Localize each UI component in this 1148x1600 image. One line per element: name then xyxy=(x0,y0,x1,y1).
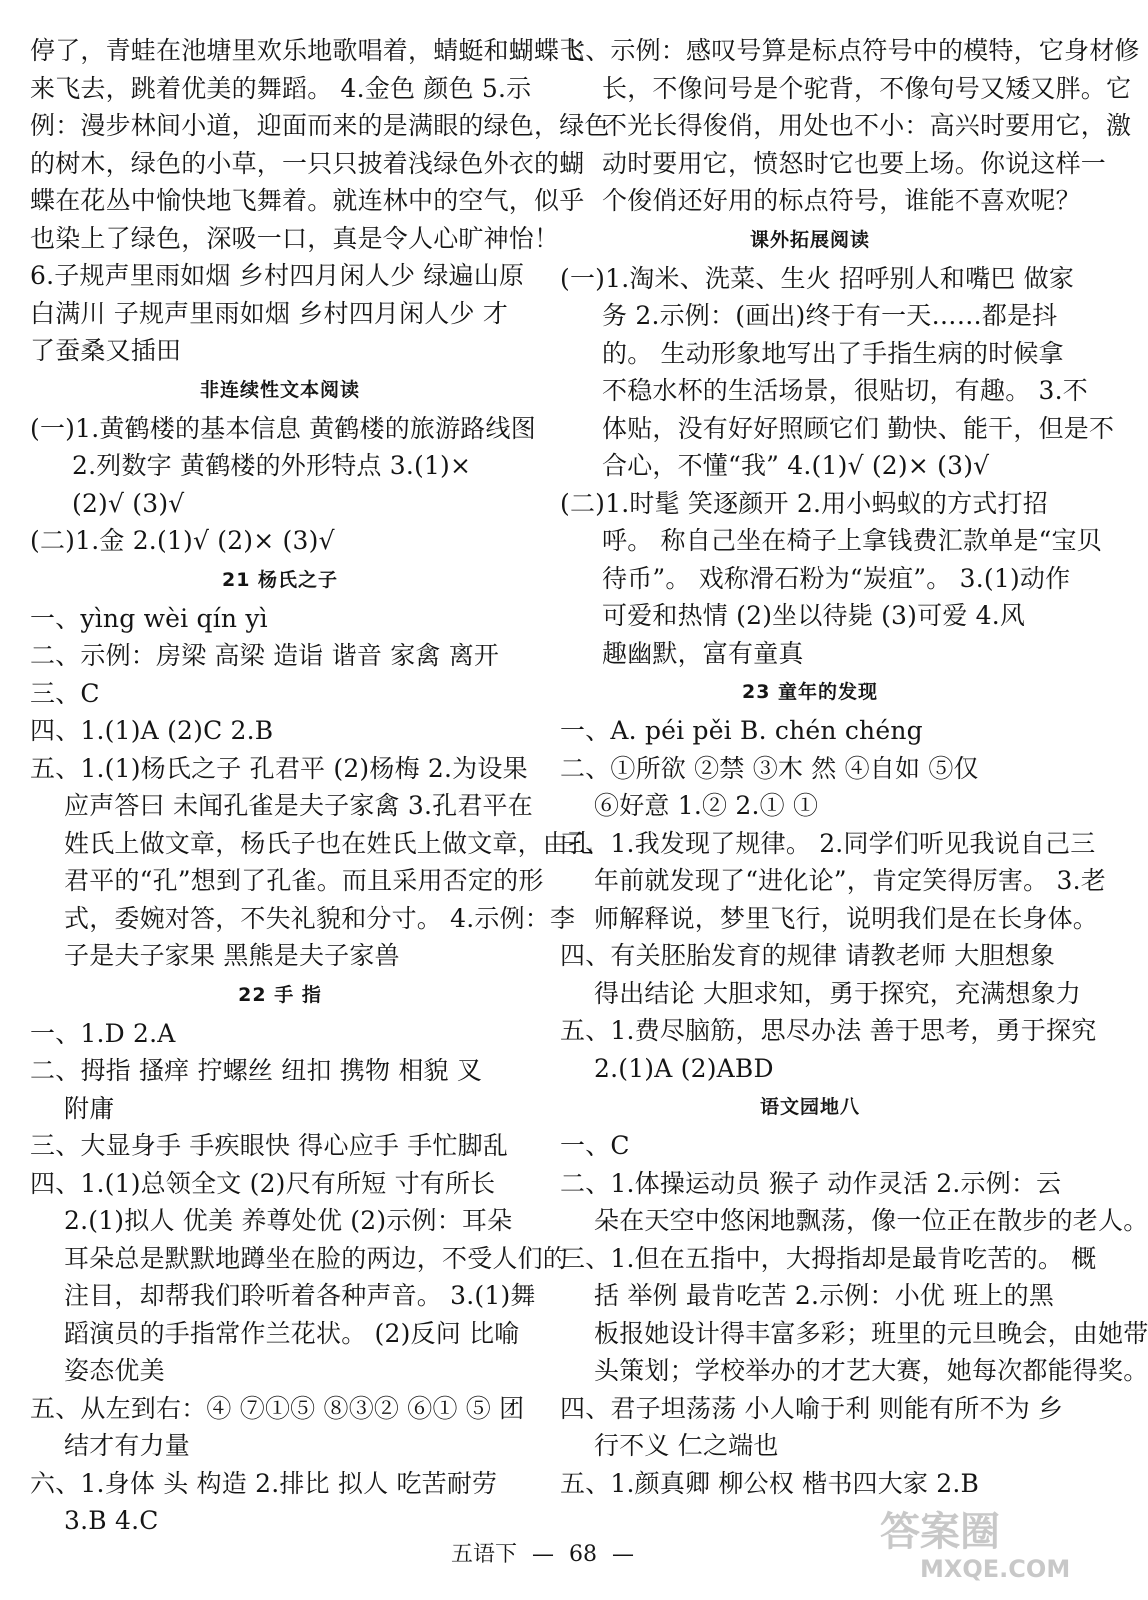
answer-line: 3.B 4.C xyxy=(64,1506,159,1535)
answer-line: 呼。 称自己坐在椅子上拿钱费汇款单是“宝贝 xyxy=(602,526,1102,555)
answer-line: (二)1.金 2.(1)√ (2)× (3)√ xyxy=(30,526,335,555)
section-heading: 课外拓展阅读 xyxy=(749,228,870,251)
answer-line: 二、1.体操运动员 猴子 动作灵活 2.示例：云 xyxy=(560,1168,1062,1198)
answer-line: (一)1.淘米、洗菜、生火 招呼别人和嘴巴 做家 xyxy=(560,263,1075,293)
answer-line: 的树木，绿色的小草，一只只披着浅绿色外衣的蝴 xyxy=(30,148,585,178)
answer-line: 年前就发现了“进化论”，肯定笑得厉害。 3.老 xyxy=(594,866,1106,895)
section-heading: 非连续性文本阅读 xyxy=(199,378,360,401)
answer-line: 来飞去，跳着优美的舞蹈。 4.金色 颜色 5.示 xyxy=(30,73,532,103)
answer-line: 一、A. péi pěi B. chén chéng xyxy=(560,716,923,745)
answer-line: 附庸 xyxy=(64,1093,115,1123)
answer-line: 二、①所欲 ②禁 ③木 然 ④自如 ⑤仅 xyxy=(560,753,979,783)
answer-line: 也染上了绿色，深吸一口，真是令人心旷神怡！ xyxy=(30,223,560,253)
answer-line: 五、1.(1)杨氏之子 孔君平 (2)杨梅 2.为设果 xyxy=(30,753,528,783)
footer-dash-right: — xyxy=(612,1542,634,1567)
answer-line: 白满川 子规声里雨如烟 乡村四月闲人少 才 xyxy=(30,298,509,328)
answer-line: 例：漫步林间小道，迎面而来的是满眼的绿色，绿色 xyxy=(30,111,610,140)
answer-line: ⑥好意 1.② 2.① ① xyxy=(594,791,819,820)
section-heading: 22 手 指 xyxy=(238,983,322,1006)
answer-line: 四、1.(1)总领全文 (2)尺有所短 寸有所长 xyxy=(30,1168,496,1198)
answer-line: 务 2.示例：(画出)终于有一天……都是抖 xyxy=(602,301,1058,330)
answer-line: 二、示例：房梁 高梁 造诣 谐音 家禽 离开 xyxy=(30,641,500,670)
answer-line: 三、大显身手 手疾眼快 得心应手 手忙脚乱 xyxy=(30,1131,509,1160)
answer-line: 合心，不懂“我” 4.(1)√ (2)× (3)√ xyxy=(602,451,990,480)
footer-grade: 五语下 xyxy=(450,1542,517,1567)
answer-line: 朵在天空中悠闲地飘荡，像一位正在散步的老人。 xyxy=(594,1206,1148,1235)
answer-line: 2.列数字 黄鹤楼的外形特点 3.(1)× xyxy=(72,451,472,480)
answer-line: 五、从左到右：④ ⑦①⑤ ⑧③② ⑥① ⑤ 团 xyxy=(30,1393,525,1423)
footer-dash-left: — xyxy=(532,1542,554,1567)
answer-line: 得出结论 大胆求知，勇于探究，充满想象力 xyxy=(594,978,1081,1008)
answer-line: 三、1.我发现了规律。 2.同学们听见我说自己三 xyxy=(560,828,1096,858)
answer-line: 一、1.D 2.A xyxy=(30,1018,176,1048)
page-number: 68 xyxy=(569,1542,597,1567)
answer-line: 个俊俏还好用的标点符号，谁能不喜欢呢？ xyxy=(602,186,1081,215)
right-column xyxy=(560,32,1148,1502)
answer-line: 停了，青蛙在池塘里欢乐地歌唱着，蜻蜓和蝴蝶飞 xyxy=(30,36,585,65)
answer-line: 括 举例 最肯吃苦 2.示例：小优 班上的黑 xyxy=(594,1281,1055,1310)
answer-line: 待币”。 戏称滑石粉为“炭疽”。 3.(1)动作 xyxy=(602,563,1071,593)
answer-line: 2.(1)拟人 优美 养尊处优 (2)示例：耳朵 xyxy=(64,1206,513,1235)
answer-line: 不稳水杯的生活场景，很贴切，有趣。 3.不 xyxy=(602,376,1089,405)
answer-line: (一)1.黄鹤楼的基本信息 黄鹤楼的旅游路线图 xyxy=(30,413,536,443)
answer-line: (二)1.时髦 笑逐颜开 2.用小蚂蚁的方式打招 xyxy=(560,488,1048,518)
answer-line: 姓氏上做文章，杨氏子也在姓氏上做文章，由孔 xyxy=(64,828,594,858)
watermark-text: 答案圈 xyxy=(880,1509,1000,1555)
answer-line: 蹈演员的手指常作兰花状。 (2)反问 比喻 xyxy=(64,1318,520,1348)
answer-line: 四、1.(1)A (2)C 2.B xyxy=(30,716,274,745)
section-heading: 语文园地八 xyxy=(759,1096,860,1118)
answer-line: 七、示例：感叹号算是标点符号中的模特，它身材修 xyxy=(560,36,1140,65)
answer-line: 可爱和热情 (2)坐以待毙 (3)可爱 4.风 xyxy=(602,601,1026,630)
answer-line: 五、1.颜真卿 柳公权 楷书四大家 2.B xyxy=(560,1468,980,1498)
answer-line: 的。 生动形象地写出了手指生病的时候拿 xyxy=(602,338,1064,368)
answer-line: 应声答曰 未闻孔雀是夫子家禽 3.孔君平在 xyxy=(64,791,533,820)
answer-line: 子是夫子家果 黑熊是夫子家兽 xyxy=(64,941,400,970)
answer-line: 式，委婉对答，不失礼貌和分寸。 4.示例：李 xyxy=(64,903,576,933)
answer-line: (2)√ (3)√ xyxy=(72,488,185,518)
answer-line: 一、yìng wèi qín yì xyxy=(30,603,268,633)
answer-line: 趣幽默，富有童真 xyxy=(602,638,804,668)
answer-line: 头策划；学校举办的才艺大赛，她每次都能得奖。 xyxy=(594,1356,1148,1385)
answer-line: 耳朵总是默默地蹲坐在脸的两边，不受人们的 xyxy=(64,1243,569,1273)
answer-line: 三、1.但在五指中，大拇指却是最肯吃苦的。 概 xyxy=(560,1243,1097,1273)
answer-line: 板报她设计得丰富多彩；班里的元旦晚会，由她带 xyxy=(594,1318,1148,1348)
answer-line: 一、C xyxy=(560,1131,630,1160)
answer-line: 师解释说，梦里飞行，说明我们是在长身体。 xyxy=(594,903,1099,933)
answer-line: 姿态优美 xyxy=(64,1356,165,1385)
section-heading: 23 童年的发现 xyxy=(741,681,879,703)
answer-line: 蝶在花丛中愉快地飞舞着。就连林中的空气，似乎 xyxy=(30,186,585,215)
answer-line: 三、C xyxy=(30,678,100,708)
answer-line: 注目，却帮我们聆听着各种声音。 3.(1)舞 xyxy=(64,1281,536,1310)
answer-line: 不光长得俊俏，用处也不小：高兴时要用它，激 xyxy=(602,111,1132,140)
answer-line: 长，不像问号是个驼背，不像句号又矮又胖。它 xyxy=(602,73,1132,103)
answer-line: 结才有力量 xyxy=(64,1431,191,1460)
answer-line: 行不义 仁之端也 xyxy=(594,1431,779,1460)
answer-line: 四、君子坦荡荡 小人喻于利 则能有所不为 乡 xyxy=(560,1393,1064,1423)
answer-line: 四、有关胚胎发育的规律 请教老师 大胆想象 xyxy=(560,941,1056,970)
answer-line: 6.子规声里雨如烟 乡村四月闲人少 绿遍山原 xyxy=(30,261,525,290)
answer-line: 体贴，没有好好照顾它们 勤快、能干，但是不 xyxy=(602,413,1115,443)
answer-line: 2.(1)A (2)ABD xyxy=(594,1053,774,1083)
answer-line: 动时要用它，愤怒时它也要上场。你说这样一 xyxy=(602,148,1107,178)
answer-line: 五、1.费尽脑筋，思尽办法 善于思考，勇于探究 xyxy=(560,1016,1097,1045)
watermark-logo xyxy=(880,1510,1070,1590)
answer-line: 君平的“孔”想到了孔雀。而且采用否定的形 xyxy=(64,866,544,895)
answer-line: 了蚕桑又插田 xyxy=(30,336,182,365)
section-heading: 21 杨氏之子 xyxy=(221,568,339,591)
answer-line: 二、拇指 搔痒 拧螺丝 纽扣 携物 相貌 叉 xyxy=(30,1056,483,1085)
answer-line: 六、1.身体 头 构造 2.排比 拟人 吃苦耐劳 xyxy=(30,1468,498,1498)
watermark-url: MXQE.COM xyxy=(920,1555,1071,1583)
